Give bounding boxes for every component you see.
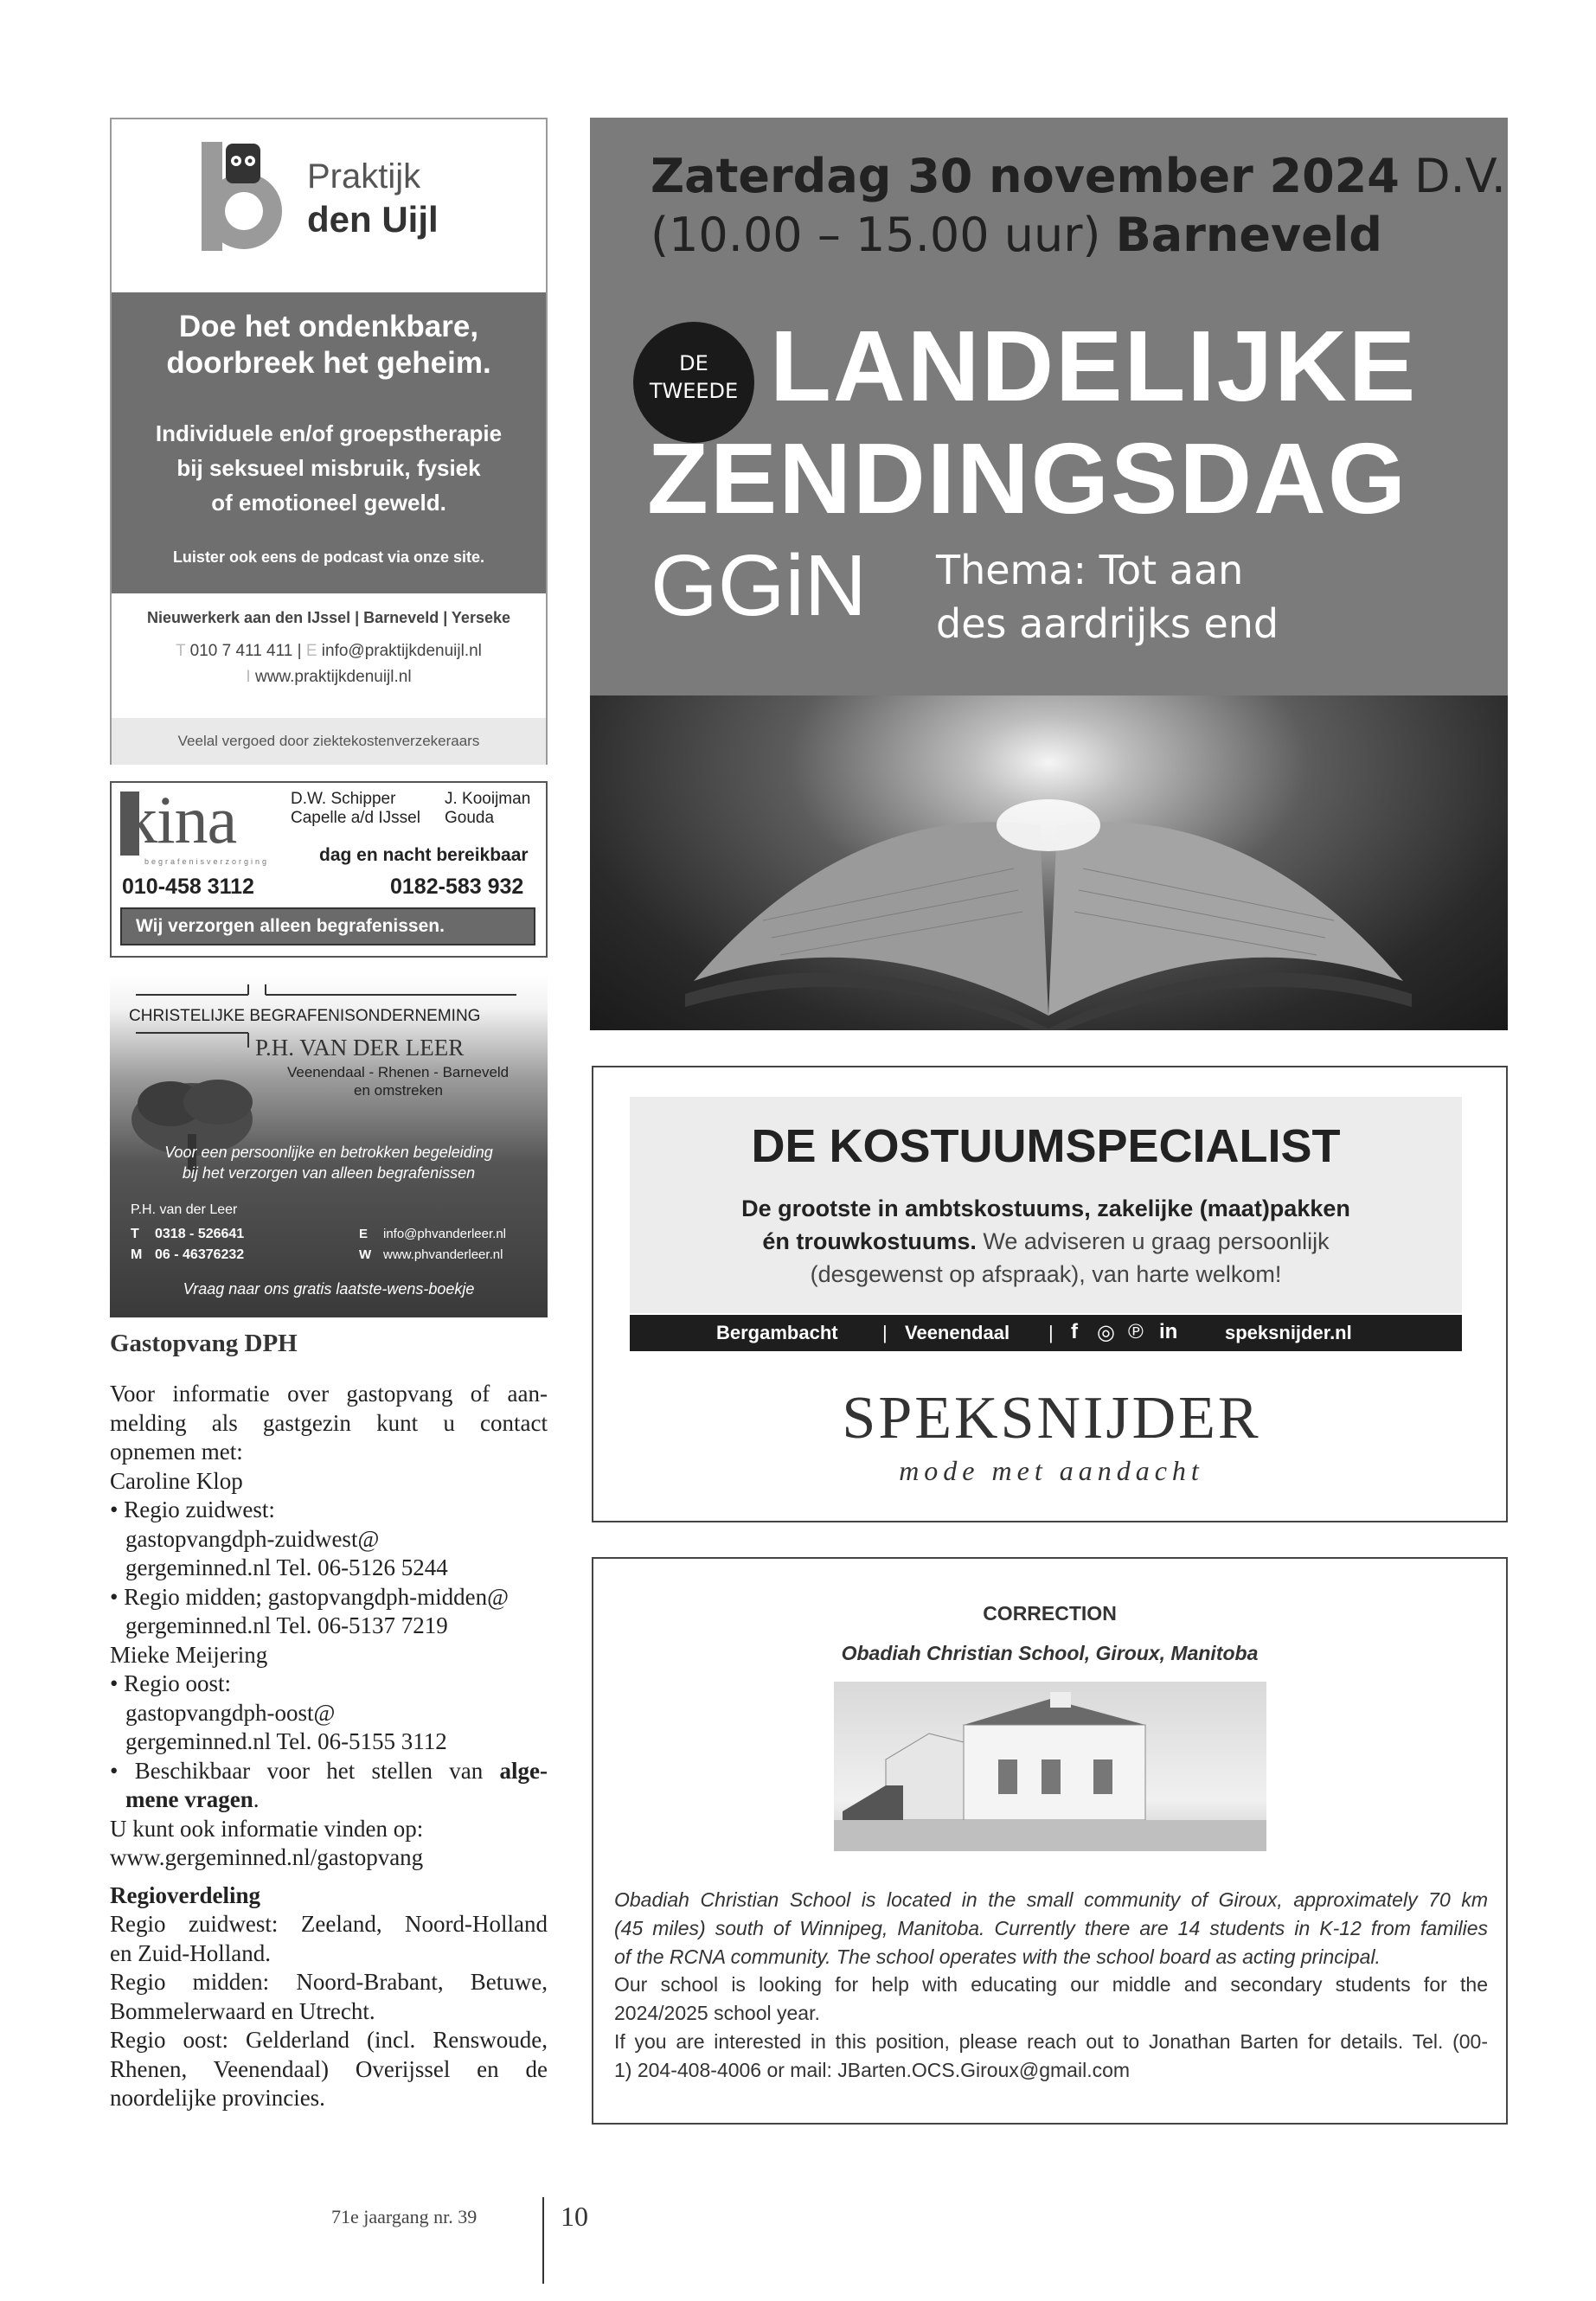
open-bible-photo [590, 695, 1508, 1030]
article-bullet1-line3: gergeminned.nl Tel. 06-5126 5244 [125, 1554, 448, 1580]
owl-logo-icon [202, 142, 286, 251]
zendingsdag-ad [590, 118, 1508, 1030]
kina-logo-sub: begrafenisverzorging [144, 857, 270, 866]
speksnijder-tagline: mode met aandacht [899, 1455, 1204, 1486]
leer-e-label: E [359, 1227, 369, 1241]
correction-ad [592, 1557, 1508, 2125]
kina-logo: kina [124, 782, 237, 857]
correction-para1-line2: (45 miles) south of Winnipeg, Manitoba. Currently there are 14 students in K-12 from families [614, 1917, 1488, 1939]
leer-w-value[interactable]: www.phvanderleer.nl [383, 1247, 503, 1262]
correction-heading: CORRECTION [983, 1602, 1117, 1625]
praktijk-sub1: Individuele en/of groepstherapie [155, 420, 503, 446]
kostuum-sep1: | [882, 1322, 888, 1343]
correction-para2-line1: Our school is looking for help with educating our middle and secondary students for the [614, 1973, 1488, 1996]
praktijk-web-line [112, 668, 546, 687]
school-building-image [834, 1682, 1266, 1851]
praktijk-sub2: bij seksueel misbruik, fysiek [176, 455, 481, 481]
van-der-leer-ad [110, 974, 548, 1317]
kina-name1: D.W. Schipper [291, 790, 396, 808]
praktijk-email-prefix: E [305, 642, 317, 660]
kostuum-title: DE KOSTUUMSPECIALIST [751, 1120, 1341, 1172]
article-bullet2-line1[interactable]: • Regio midden; gastopvangdph-midden@ [110, 1583, 510, 1610]
kina-phone2[interactable]: 0182-583 932 [390, 875, 524, 899]
article-region-line4: Bommelerwaard en Utrecht. [110, 1997, 375, 2024]
leer-w-label: W [359, 1247, 372, 1262]
pinterest-icon[interactable]: ℗ [1128, 1320, 1144, 1343]
article-bullet4-bold1: alge- [499, 1757, 548, 1784]
zending-theme2: des aardrijks end [936, 600, 1279, 647]
leer-heading: CHRISTELIJKE BEGRAFENISONDERNEMING [129, 1007, 481, 1025]
article-bullet4-line2 [110, 1785, 548, 1815]
zending-date-line [651, 149, 1506, 203]
leer-t-label: T [131, 1227, 139, 1241]
kina-ad [110, 781, 548, 958]
article-bullet3-line1: • Regio oost: [110, 1670, 231, 1696]
article-bullet4-line1 [110, 1757, 548, 1786]
article-contact2: Mieke Meijering [110, 1641, 268, 1668]
correction-para1 [614, 1886, 1488, 1971]
praktijk-headline2: doorbreek het geheim. [166, 346, 491, 380]
zending-title2: ZENDINGSDAG [647, 422, 1408, 535]
zending-badge-line1: DE [679, 351, 708, 375]
kina-availability: dag en nacht bereikbaar [319, 845, 529, 865]
kina-phone1[interactable]: 010-458 3112 [122, 875, 254, 899]
kostuum-line2 [630, 1228, 1462, 1255]
praktijk-contact-line [112, 642, 546, 661]
zending-time-line [651, 208, 1382, 262]
praktijk-sub3: of emotioneel geweld. [211, 490, 446, 516]
correction-para3-line1: If you are interested in this position, please reach out to Jonathan Barten for details. Tel. (00- [614, 2030, 1488, 2053]
article-bullet2-line2: gergeminned.nl Tel. 06-5137 7219 [125, 1612, 448, 1638]
zending-title1: LANDELIJKE [770, 310, 1418, 422]
correction-subheading: Obadiah Christian School, Giroux, Manitoba [841, 1642, 1259, 1664]
bible-image [590, 695, 1508, 1030]
article-info-line2[interactable]: www.gergeminned.nl/gastopvang [110, 1844, 424, 1870]
kostuum-loc2: Veenendaal [905, 1322, 1010, 1343]
article-intro-line2: melding als gastgezin kunt u contact [110, 1409, 548, 1436]
zending-dv: D.V. [1413, 149, 1506, 203]
zending-badge-line2: TWEEDE [649, 379, 739, 403]
article-info-line1: U kunt ook informatie vinden op: [110, 1815, 424, 1842]
leer-name: P.H. VAN DER LEER [255, 1035, 465, 1061]
article-title: Gastopvang DPH [110, 1330, 298, 1357]
speksnijder-brand: SPEKSNIJDER [842, 1385, 1261, 1452]
praktijk-locations: Nieuwerkerk aan den IJssel | Barneveld | Yerseke [147, 609, 510, 626]
praktijk-headline1: Doe het ondenkbare, [178, 310, 479, 343]
article-region-line7: noordelijke provincies. [110, 2085, 325, 2111]
leer-e-value[interactable]: info@phvanderleer.nl [383, 1227, 506, 1241]
facebook-icon[interactable]: f [1071, 1320, 1078, 1343]
article-intro-line1: Voor informatie over gastopvang of aan- [110, 1381, 548, 1407]
kina-name2: J. Kooijman [445, 790, 531, 808]
correction-para3-line2[interactable]: 1) 204-408-4006 or mail: JBarten.OCS.Giroux@gmail.com [614, 2059, 1131, 2081]
article-region-line2: en Zuid-Holland. [110, 1939, 271, 1966]
leer-m-value[interactable]: 06 - 46376232 [155, 1247, 245, 1262]
article-bullet4-post: . [253, 1786, 260, 1812]
praktijk-web-prefix: I [246, 668, 251, 686]
kina-place2: Gouda [445, 809, 495, 827]
zending-theme1: Thema: Tot aan [936, 547, 1244, 593]
school-photo [834, 1682, 1266, 1851]
article-bullet1-line2[interactable]: gastopvangdph-zuidwest@ [125, 1525, 380, 1552]
article-contact1: Caroline Klop [110, 1467, 243, 1494]
leer-region1: Veenendaal - Rhenen - Barneveld [287, 1064, 510, 1080]
footer-volume: 71e jaargang nr. 39 [331, 2206, 478, 2227]
leer-t-value[interactable]: 0318 - 526641 [155, 1227, 245, 1241]
kostuum-line3: (desgewenst op afspraak), van harte welkom! [810, 1261, 1282, 1287]
praktijk-email[interactable]: info@praktijkdenuijl.nl [321, 642, 482, 660]
article-bullet4-pre: • Beschikbaar voor het stellen van [110, 1757, 484, 1784]
leer-booklet: Vraag naar ons gratis laatste-wens-boekje [183, 1280, 475, 1298]
zending-org: GGiN [651, 537, 867, 634]
leer-contact-name: P.H. van der Leer [131, 1202, 238, 1217]
leer-tagline2: bij het verzorgen van alleen begrafenissen [182, 1164, 476, 1182]
praktijk-footer: Veelal vergoed door ziektekostenverzekeraars [112, 718, 546, 765]
praktijk-phone[interactable]: 010 7 411 411 | [189, 642, 302, 660]
kostuum-contact-bar [630, 1315, 1462, 1351]
article-bullet1-line1: • Regio zuidwest: [110, 1497, 275, 1522]
kostuum-line2-bold: én trouwkostuums. [762, 1228, 977, 1254]
praktijk-podcast: Luister ook eens de podcast via onze site. [172, 548, 485, 566]
article-bullet3-line2[interactable]: gastopvangdph-oost@ [125, 1699, 336, 1726]
page-number: 10 [561, 2201, 588, 2232]
kostuumspecialist-ad [592, 1066, 1508, 1522]
leer-tagline1: Voor een persoonlijke en betrokken begeleiding [164, 1144, 493, 1161]
correction-para2 [614, 1971, 1488, 2085]
praktijk-logo-line1: Praktijk [307, 157, 421, 195]
leer-m-label: M [131, 1247, 143, 1262]
kostuum-website[interactable]: speksnijder.nl [1225, 1322, 1352, 1343]
article-region-line3: Regio midden: Noord-Brabant, Betuwe, [110, 1969, 548, 1995]
correction-para2-line2: 2024/2025 school year. [614, 2002, 820, 2024]
article-body [110, 1380, 548, 2113]
praktijk-den-uijl-ad [110, 118, 548, 765]
praktijk-phone-prefix: T [176, 642, 186, 660]
article-bullet4-bold2: mene vragen [125, 1786, 253, 1812]
instagram-icon[interactable]: ◎ [1097, 1321, 1115, 1344]
article-region-line6: Rhenen, Veenendaal) Overijssel en de [110, 2055, 548, 2082]
footer-divider [542, 2197, 544, 2284]
praktijk-message-panel [112, 292, 546, 593]
correction-para1-line3: of the RCNA community. The school operates with the school board as acting principal. [614, 1945, 1381, 1968]
linkedin-icon[interactable]: in [1159, 1320, 1178, 1343]
article-subtitle: Regioverdeling [110, 1881, 260, 1908]
article-intro-line3: opnemen met: [110, 1439, 243, 1465]
kostuum-sep2: | [1048, 1322, 1054, 1343]
article-region-line1: Regio zuidwest: Zeeland, Noord-Holland [110, 1911, 548, 1937]
kostuum-line2-rest: We adviseren u graag persoonlijk [983, 1228, 1330, 1254]
kostuum-line1: De grootste in ambtskostuums, zakelijke (maat)pakken [741, 1195, 1350, 1221]
zending-time: (10.00 – 15.00 uur) [651, 208, 1101, 262]
zending-place: Barneveld [1115, 208, 1382, 262]
leer-region2: en omstreken [354, 1082, 443, 1099]
kostuum-loc1: Bergambacht [716, 1322, 838, 1343]
correction-para1-line1: Obadiah Christian School is located in the small community of Giroux, approximately 70 km [614, 1888, 1488, 1911]
praktijk-web[interactable]: www.praktijkdenuijl.nl [254, 668, 412, 686]
zending-date: Zaterdag 30 november 2024 [651, 149, 1400, 203]
article-bullet3-line3: gergeminned.nl Tel. 06-5155 3112 [125, 1728, 447, 1754]
article-region-line5: Regio oost: Gelderland (incl. Renswoude, [110, 2027, 548, 2053]
praktijk-logo-line2: den Uijl [307, 199, 439, 240]
kina-place1: Capelle a/d IJssel [291, 809, 420, 827]
kina-slogan: Wij verzorgen alleen begrafenissen. [120, 907, 535, 945]
